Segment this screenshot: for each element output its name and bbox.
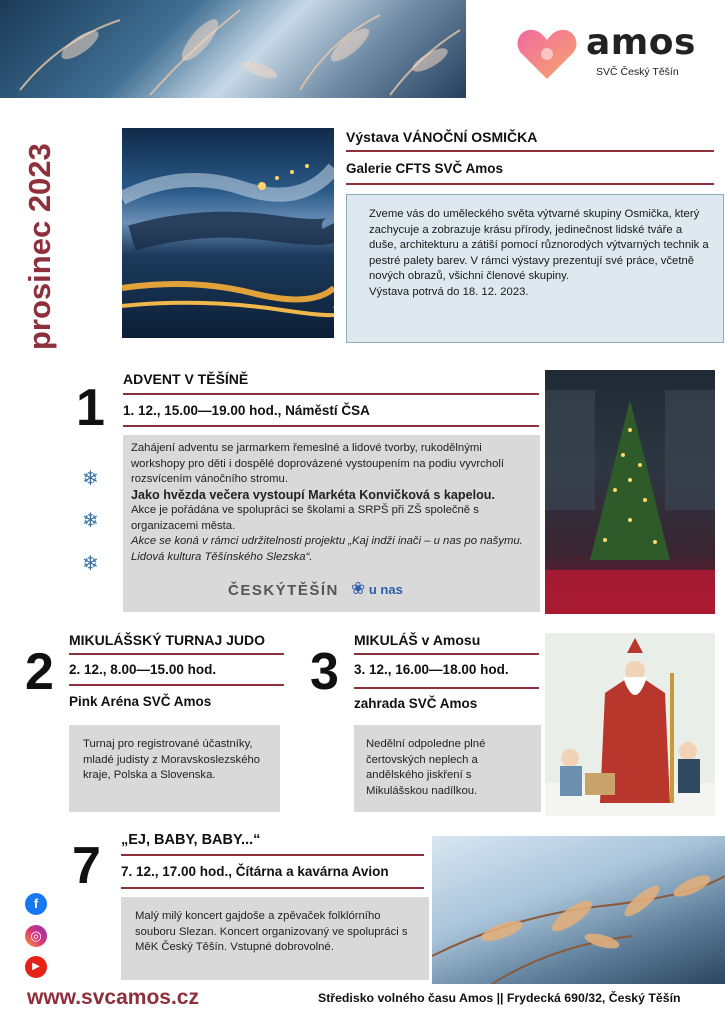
divider: [346, 150, 714, 152]
divider: [69, 653, 284, 655]
youtube-icon[interactable]: ▶: [25, 956, 47, 978]
website-link[interactable]: www.svcamos.cz: [27, 986, 199, 1009]
judo-description-box: [69, 725, 280, 812]
snowflake-icon: ❄: [82, 468, 99, 490]
day-number: 1: [76, 379, 105, 437]
divider: [123, 393, 539, 395]
snowflake-icon: ❄: [82, 510, 99, 532]
project-logo-icon: ❀: [351, 579, 366, 598]
saint-nicholas-illustration: [545, 633, 715, 816]
advent-title: ADVENT V TĚŠÍNĚ: [123, 371, 249, 387]
advent-description: Zahájení adventu se jarmarkem řemeslné a lidové tvorby, rukodělnými workshopy pro děti i dospělé doprovázené vystoupením na podiu vyvrcholí rozsvícením vánočního stromu.: [131, 442, 505, 485]
snowflake-icon: ❄: [82, 553, 99, 575]
advent-when: 1. 12., 15.00—19.00 hod., Náměstí ČSA: [123, 403, 370, 418]
exhibition-title: Výstava VÁNOČNÍ OSMIČKA: [346, 129, 538, 145]
concert-title: „EJ, BABY, BABY...“: [121, 832, 261, 848]
judo-when: 2. 12., 8.00—15.00 hod.: [69, 662, 217, 677]
divider: [69, 684, 284, 686]
mikulas-description: Nedělní odpoledne plné čertovských neplech a andělského jiskření s Mikulášskou nadílkou.: [366, 738, 486, 797]
winter-leaves-photo: [432, 836, 725, 984]
cesky-tesin-logo: ČESKÝTĚŠÍN: [228, 582, 339, 599]
advent-cooperation: Akce je pořádána ve spolupráci se školami a SRPŠ při ZŠ společně s organizacemi města.: [131, 504, 479, 532]
exhibition-description-box: [346, 194, 724, 343]
day-number: 7: [72, 837, 101, 895]
day-number: 3: [310, 643, 339, 701]
judo-title: MIKULÁŠSKÝ TURNAJ JUDO: [69, 632, 266, 648]
exhibition-venue: Galerie CFTS SVČ Amos: [346, 161, 504, 176]
mikulas-description-box: [354, 725, 541, 812]
christmas-tree-photo: [545, 370, 715, 614]
divider: [346, 183, 714, 185]
exhibition-until: Výstava potrvá do 18. 12. 2023.: [369, 285, 529, 298]
advent-project-note: Akce se koná v rámci udržitelnosti projektu „Kaj indži inači – u nas po našymu. Lidová kultura Těšínského Slezska“.: [131, 535, 523, 563]
divider: [121, 854, 424, 856]
advent-highlight: Jako hvězda večera vystoupí Markéta Konvičková s kapelou.: [131, 487, 495, 502]
brand-name: amos: [586, 22, 696, 63]
header-frost-image: [0, 0, 466, 98]
project-logo: [351, 581, 403, 598]
concert-description: Malý milý koncert gajdoše a zpěvaček folklórního souboru Slezan. Koncert organizovaný ve spolupráci s MěK Český Těšín. Vstupné dobrovolné.: [135, 910, 408, 953]
mikulas-title: MIKULÁŠ v Amosu: [354, 632, 481, 648]
concert-description-box: [121, 897, 429, 980]
divider: [123, 425, 539, 427]
mikulas-when: 3. 12., 16.00—18.00 hod.: [354, 662, 509, 677]
footer-address: Středisko volného času Amos || Frydecká 690/32, Český Těšín: [318, 991, 681, 1005]
advent-description-box: [123, 435, 540, 612]
project-logo-text: u nas: [368, 582, 403, 597]
month-label: prosinec 2023: [22, 143, 57, 350]
puzzle-heart-icon: [516, 24, 578, 82]
judo-description: Turnaj pro registrované účastníky, mladé judisty z Moravskoslezského kraje, Polska a Slovenska.: [83, 738, 261, 781]
facebook-icon[interactable]: f: [25, 893, 47, 915]
exhibition-painting: [122, 128, 334, 338]
divider: [354, 687, 539, 689]
mikulas-venue: zahrada SVČ Amos: [354, 696, 478, 711]
divider: [121, 887, 424, 889]
amos-logo[interactable]: [516, 24, 696, 86]
brand-subtitle: SVČ Český Těšín: [596, 66, 679, 78]
divider: [354, 653, 539, 655]
judo-venue: Pink Aréna SVČ Amos: [69, 694, 212, 709]
exhibition-description: Zveme vás do uměleckého světa výtvarné skupiny Osmička, který zachycuje a zobrazuje krásu přírody, jedinečnost lidské tváře a duše, architekturu a zátiší pomocí různorodých výtvarných technik a pestré palety barev. V rámci výstavy prezentují své práce, včetně nových obrazů, všichni členové skupiny.: [369, 208, 709, 282]
instagram-icon[interactable]: ◎: [25, 925, 47, 947]
day-number: 2: [25, 643, 54, 701]
concert-when: 7. 12., 17.00 hod., Čítárna a kavárna Avion: [121, 864, 389, 879]
